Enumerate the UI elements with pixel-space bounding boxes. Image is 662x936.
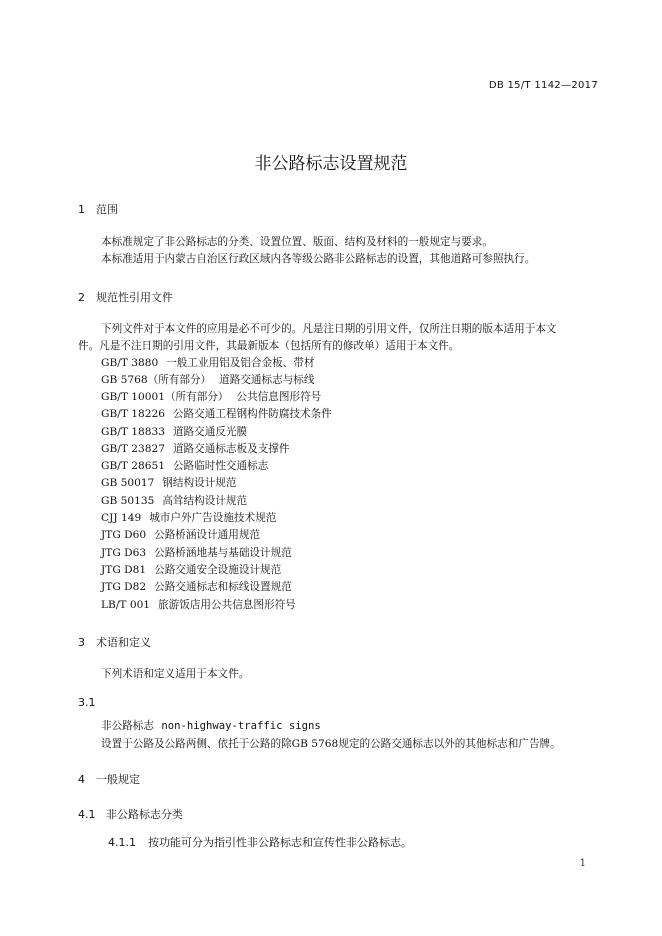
reference-code: GB/T 10001（所有部分） bbox=[101, 391, 229, 403]
reference-item bbox=[101, 424, 247, 439]
reference-item bbox=[101, 389, 321, 404]
section-1-heading bbox=[78, 201, 118, 217]
reference-name: 公路桥涵地基与基础设计规范 bbox=[154, 547, 292, 559]
scope-paragraph-2: 本标准适用于内蒙古自治区行政区域内各等级公路非公路标志的设置，其他道路可参照执行。 bbox=[101, 253, 536, 265]
clause-4-1-1 bbox=[108, 834, 412, 850]
section-number: 4 bbox=[78, 773, 85, 786]
reference-name: 公路交通标志和标线设置规范 bbox=[154, 581, 292, 593]
reference-code: GB/T 28651 bbox=[101, 460, 165, 472]
reference-item bbox=[101, 562, 281, 577]
reference-item bbox=[101, 545, 292, 560]
reference-name: 公路桥涵设计通用规范 bbox=[154, 529, 261, 541]
reference-name: 道路交通反光膜 bbox=[172, 426, 248, 438]
subsection-title: 非公路标志分类 bbox=[106, 808, 183, 821]
section-title: 范围 bbox=[96, 203, 118, 216]
reference-code: GB/T 3880 bbox=[101, 357, 159, 369]
term-english: non-highway-traffic signs bbox=[161, 720, 321, 732]
section-title: 一般规定 bbox=[96, 773, 140, 786]
reference-code: GB/T 18833 bbox=[101, 426, 165, 438]
reference-item bbox=[101, 475, 236, 490]
reference-item bbox=[101, 493, 247, 508]
section-number: 1 bbox=[78, 203, 85, 216]
reference-code: JTG D82 bbox=[101, 581, 147, 593]
reference-item bbox=[101, 372, 314, 387]
page-number: 1 bbox=[579, 858, 586, 869]
term-number: 3.1 bbox=[78, 696, 96, 709]
reference-name: 公路交通安全设施设计规范 bbox=[154, 564, 282, 576]
reference-item bbox=[101, 406, 332, 421]
reference-name: 旅游饭店用公共信息图形符号 bbox=[158, 599, 296, 611]
reference-item bbox=[101, 510, 276, 525]
page-title: 非公路标志设置规范 bbox=[254, 154, 408, 174]
reference-name: 道路交通标志与标线 bbox=[219, 374, 315, 386]
subsection-4-1-heading bbox=[78, 806, 183, 822]
reference-item bbox=[101, 527, 260, 542]
reference-item bbox=[101, 597, 296, 612]
term-entry bbox=[101, 718, 321, 733]
section-number: 2 bbox=[78, 291, 85, 304]
reference-code: JTG D81 bbox=[101, 564, 147, 576]
reference-code: GB 50017 bbox=[101, 477, 155, 489]
reference-code: GB 5768（所有部分） bbox=[101, 374, 212, 386]
section-title: 规范性引用文件 bbox=[96, 291, 173, 304]
reference-item bbox=[101, 458, 268, 473]
clause-text: 按功能可分为指引性非公路标志和宣传性非公路标志。 bbox=[148, 836, 412, 849]
clause-number: 4.1.1 bbox=[108, 836, 136, 849]
reference-item bbox=[101, 355, 315, 370]
reference-name: 城市户外广告设施技术规范 bbox=[149, 512, 277, 524]
reference-name: 道路交通标志板及支撑件 bbox=[172, 443, 290, 455]
term-chinese: 非公路标志 bbox=[101, 720, 154, 732]
reference-code: LB/T 001 bbox=[101, 599, 151, 611]
document-number: DB 15/T 1142—2017 bbox=[488, 80, 598, 91]
subsection-number: 4.1 bbox=[78, 808, 96, 821]
reference-code: JTG D60 bbox=[101, 529, 147, 541]
reference-name: 一般工业用铝及铝合金板、带材 bbox=[166, 357, 315, 369]
section-3-heading bbox=[78, 634, 151, 650]
normative-intro-line-2: 件。凡是不注日期的引用文件，其最新版本（包括所有的修改单）适用于本文件。 bbox=[78, 340, 460, 352]
reference-code: GB/T 23827 bbox=[101, 443, 165, 455]
section-2-heading bbox=[78, 289, 173, 305]
term-definition: 设置于公路及公路两侧、依托于公路的除GB 5768规定的公路交通标志以外的其他标志和广告牌。 bbox=[101, 738, 561, 750]
reference-code: JTG D63 bbox=[101, 547, 147, 559]
reference-name: 钢结构设计规范 bbox=[162, 477, 237, 489]
section-title: 术语和定义 bbox=[96, 636, 151, 649]
reference-name: 公共信息图形符号 bbox=[236, 391, 322, 403]
reference-item bbox=[101, 579, 292, 594]
reference-item bbox=[101, 441, 289, 456]
normative-intro-line-1: 下列文件对于本文件的应用是必不可少的。凡是注日期的引用文件，仅所注日期的版本适用于本文 bbox=[101, 323, 557, 335]
reference-code: GB 50135 bbox=[101, 495, 155, 507]
section-number: 3 bbox=[78, 636, 85, 649]
reference-name: 公路临时性交通标志 bbox=[172, 460, 269, 472]
section-4-heading bbox=[78, 771, 140, 787]
reference-name: 公路交通工程钢构件防腐技术条件 bbox=[172, 408, 332, 420]
reference-code: CJJ 149 bbox=[101, 512, 142, 524]
terms-intro: 下列术语和定义适用于本文件。 bbox=[101, 668, 250, 680]
scope-paragraph-1: 本标准规定了非公路标志的分类、设置位置、版面、结构及材料的一般规定与要求。 bbox=[101, 236, 493, 248]
reference-code: GB/T 18226 bbox=[101, 408, 165, 420]
reference-name: 高耸结构设计规范 bbox=[162, 495, 248, 507]
